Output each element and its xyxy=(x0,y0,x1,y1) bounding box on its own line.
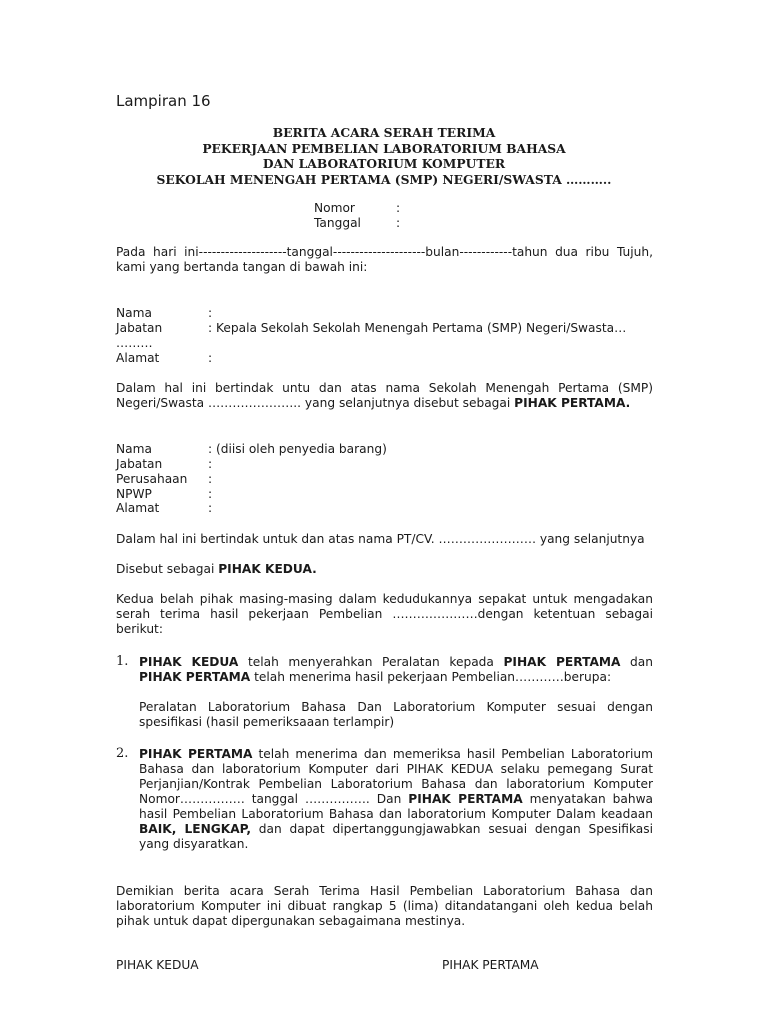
item1-bold-2: PIHAK PERTAMA xyxy=(503,655,621,669)
party1-nama-value: : xyxy=(208,306,213,320)
item1-text-1: telah menyerahkan Peralatan kepada xyxy=(238,655,504,669)
item1-number: 1. xyxy=(116,654,129,669)
party2-jabatan-label: Jabatan xyxy=(116,457,163,471)
item1-sub-paragraph: Peralatan Laboratorium Bahasa Dan Laboratorium Komputer sesuai dengan spesifikasi (hasil pemeriksaaan terlampir) xyxy=(139,700,653,729)
item2-text-1: telah menerima dan memeriksa hasil Pembelian Laboratorium Bahasa dan laboratorium Komputer dari PIHAK KEDUA selaku pemegang Surat Perjanjian/Kontrak Pembelian Laboratorium Bahasa dan laboratorium Komputer Nomor……………. tanggal ……………. Dan xyxy=(139,747,653,806)
party2-paragraph-text: Disebut sebagai xyxy=(116,562,219,576)
item1-text xyxy=(139,655,653,685)
tanggal-label: Tanggal xyxy=(314,216,361,230)
party2-nama-label: Nama xyxy=(116,442,152,456)
party2-jabatan-value: : xyxy=(208,457,213,471)
title-line-1: BERITA ACARA SERAH TERIMA xyxy=(272,125,496,140)
party1-paragraph xyxy=(116,381,653,411)
nomor-row xyxy=(314,201,400,217)
party1-paragraph-bold: PIHAK PERTAMA. xyxy=(514,396,631,410)
party1-nama-label: Nama xyxy=(116,306,152,320)
party2-paragraph-line2 xyxy=(116,562,317,577)
item1-bold-3: PIHAK PERTAMA xyxy=(139,670,251,684)
party2-npwp-label: NPWP xyxy=(116,487,152,501)
agreement-paragraph: Kedua belah pihak masing-masing dalam kedudukannya sepakat untuk mengadakan serah terima hasil pekerjaan Pembelian …………………dengan ketentuan sebagai berikut: xyxy=(116,592,653,636)
party1-jabatan-continuation: ……… xyxy=(116,336,153,350)
item2-bold-3: BAIK, LENGKAP, xyxy=(139,822,251,836)
party2-npwp-row xyxy=(116,487,212,502)
signature-left-label: PIHAK KEDUA xyxy=(116,958,199,972)
item1-text-3: telah menerima hasil pekerjaan Pembelian…………berupa: xyxy=(250,670,612,684)
nomor-label: Nomor xyxy=(314,201,355,215)
item2-bold-1: PIHAK PERTAMA xyxy=(139,747,253,761)
tanggal-colon: : xyxy=(396,216,401,230)
title-line-4: SEKOLAH MENENGAH PERTAMA (SMP) NEGERI/SWASTA ……….. xyxy=(156,171,612,187)
party2-paragraph-line1: Dalam hal ini bertindak untuk dan atas nama PT/CV. …………………… yang selanjutnya xyxy=(116,532,645,546)
item2-text-3: dan dapat dipertanggungjawabkan sesuai dengan Spesifikasi yang disyaratkan. xyxy=(139,822,653,851)
party2-alamat-value: : xyxy=(208,501,213,515)
title-line-2: PEKERJAAN PEMBELIAN LABORATORIUM BAHASA xyxy=(202,140,566,156)
party2-alamat-row xyxy=(116,501,212,516)
party2-perusahaan-row xyxy=(116,472,212,487)
item2-bold-2: PIHAK PERTAMA xyxy=(408,792,523,806)
party1-alamat-row xyxy=(116,351,212,366)
closing-paragraph: Demikian berita acara Serah Terima Hasil Pembelian Laboratorium Bahasa dan laboratorium Komputer ini dibuat rangkap 5 (lima) ditandatangani oleh kedua belah pihak untuk dapat dipergunakan sebagaimana mestinya. xyxy=(116,884,653,928)
nomor-colon: : xyxy=(396,201,401,215)
party1-nama-row xyxy=(116,306,212,321)
party2-alamat-label: Alamat xyxy=(116,501,160,515)
party2-paragraph xyxy=(116,532,653,547)
party1-paragraph-text: Dalam hal ini bertindak untu dan atas nama Sekolah Menengah Pertama (SMP) Negeri/Swasta ………………….. yang selanjutnya disebut sebagai xyxy=(116,381,653,410)
party2-paragraph-bold: PIHAK KEDUA. xyxy=(218,562,317,576)
title-line-3: DAN LABORATORIUM KOMPUTER xyxy=(262,156,506,171)
party1-jabatan-value: : Kepala Sekolah Sekolah Menengah Pertama (SMP) Negeri/Swasta… xyxy=(208,321,627,335)
party2-jabatan-row xyxy=(116,457,212,472)
party2-perusahaan-value: : xyxy=(208,472,213,486)
party2-nama-value: : (diisi oleh penyedia barang) xyxy=(208,442,387,456)
opening-paragraph: Pada hari ini--------------------tanggal---------------------bulan------------tahun dua ribu Tujuh, kami yang bertanda tangan di bawah ini: xyxy=(116,245,653,274)
item1-text-2: dan xyxy=(620,655,653,669)
signature-right-label: PIHAK PERTAMA xyxy=(442,958,539,972)
document-title xyxy=(0,125,768,187)
party1-alamat-label: Alamat xyxy=(116,351,160,365)
party2-npwp-value: : xyxy=(208,487,213,501)
item1-bold-1: PIHAK KEDUA xyxy=(139,655,239,669)
item2-number: 2. xyxy=(116,746,129,761)
party2-perusahaan-label: Perusahaan xyxy=(116,472,188,486)
attachment-label: Lampiran 16 xyxy=(116,92,211,110)
item2-text-2: menyatakan bahwa hasil Pembelian Laboratorium Bahasa dan laboratorium Komputer Dalam keadaan xyxy=(139,792,653,821)
item2-text xyxy=(139,747,653,852)
party1-jabatan-label: Jabatan xyxy=(116,321,163,335)
tanggal-row xyxy=(314,216,400,232)
party1-alamat-value: : xyxy=(208,351,213,365)
party2-nama-row xyxy=(116,442,387,457)
party1-jabatan-row xyxy=(116,321,626,336)
